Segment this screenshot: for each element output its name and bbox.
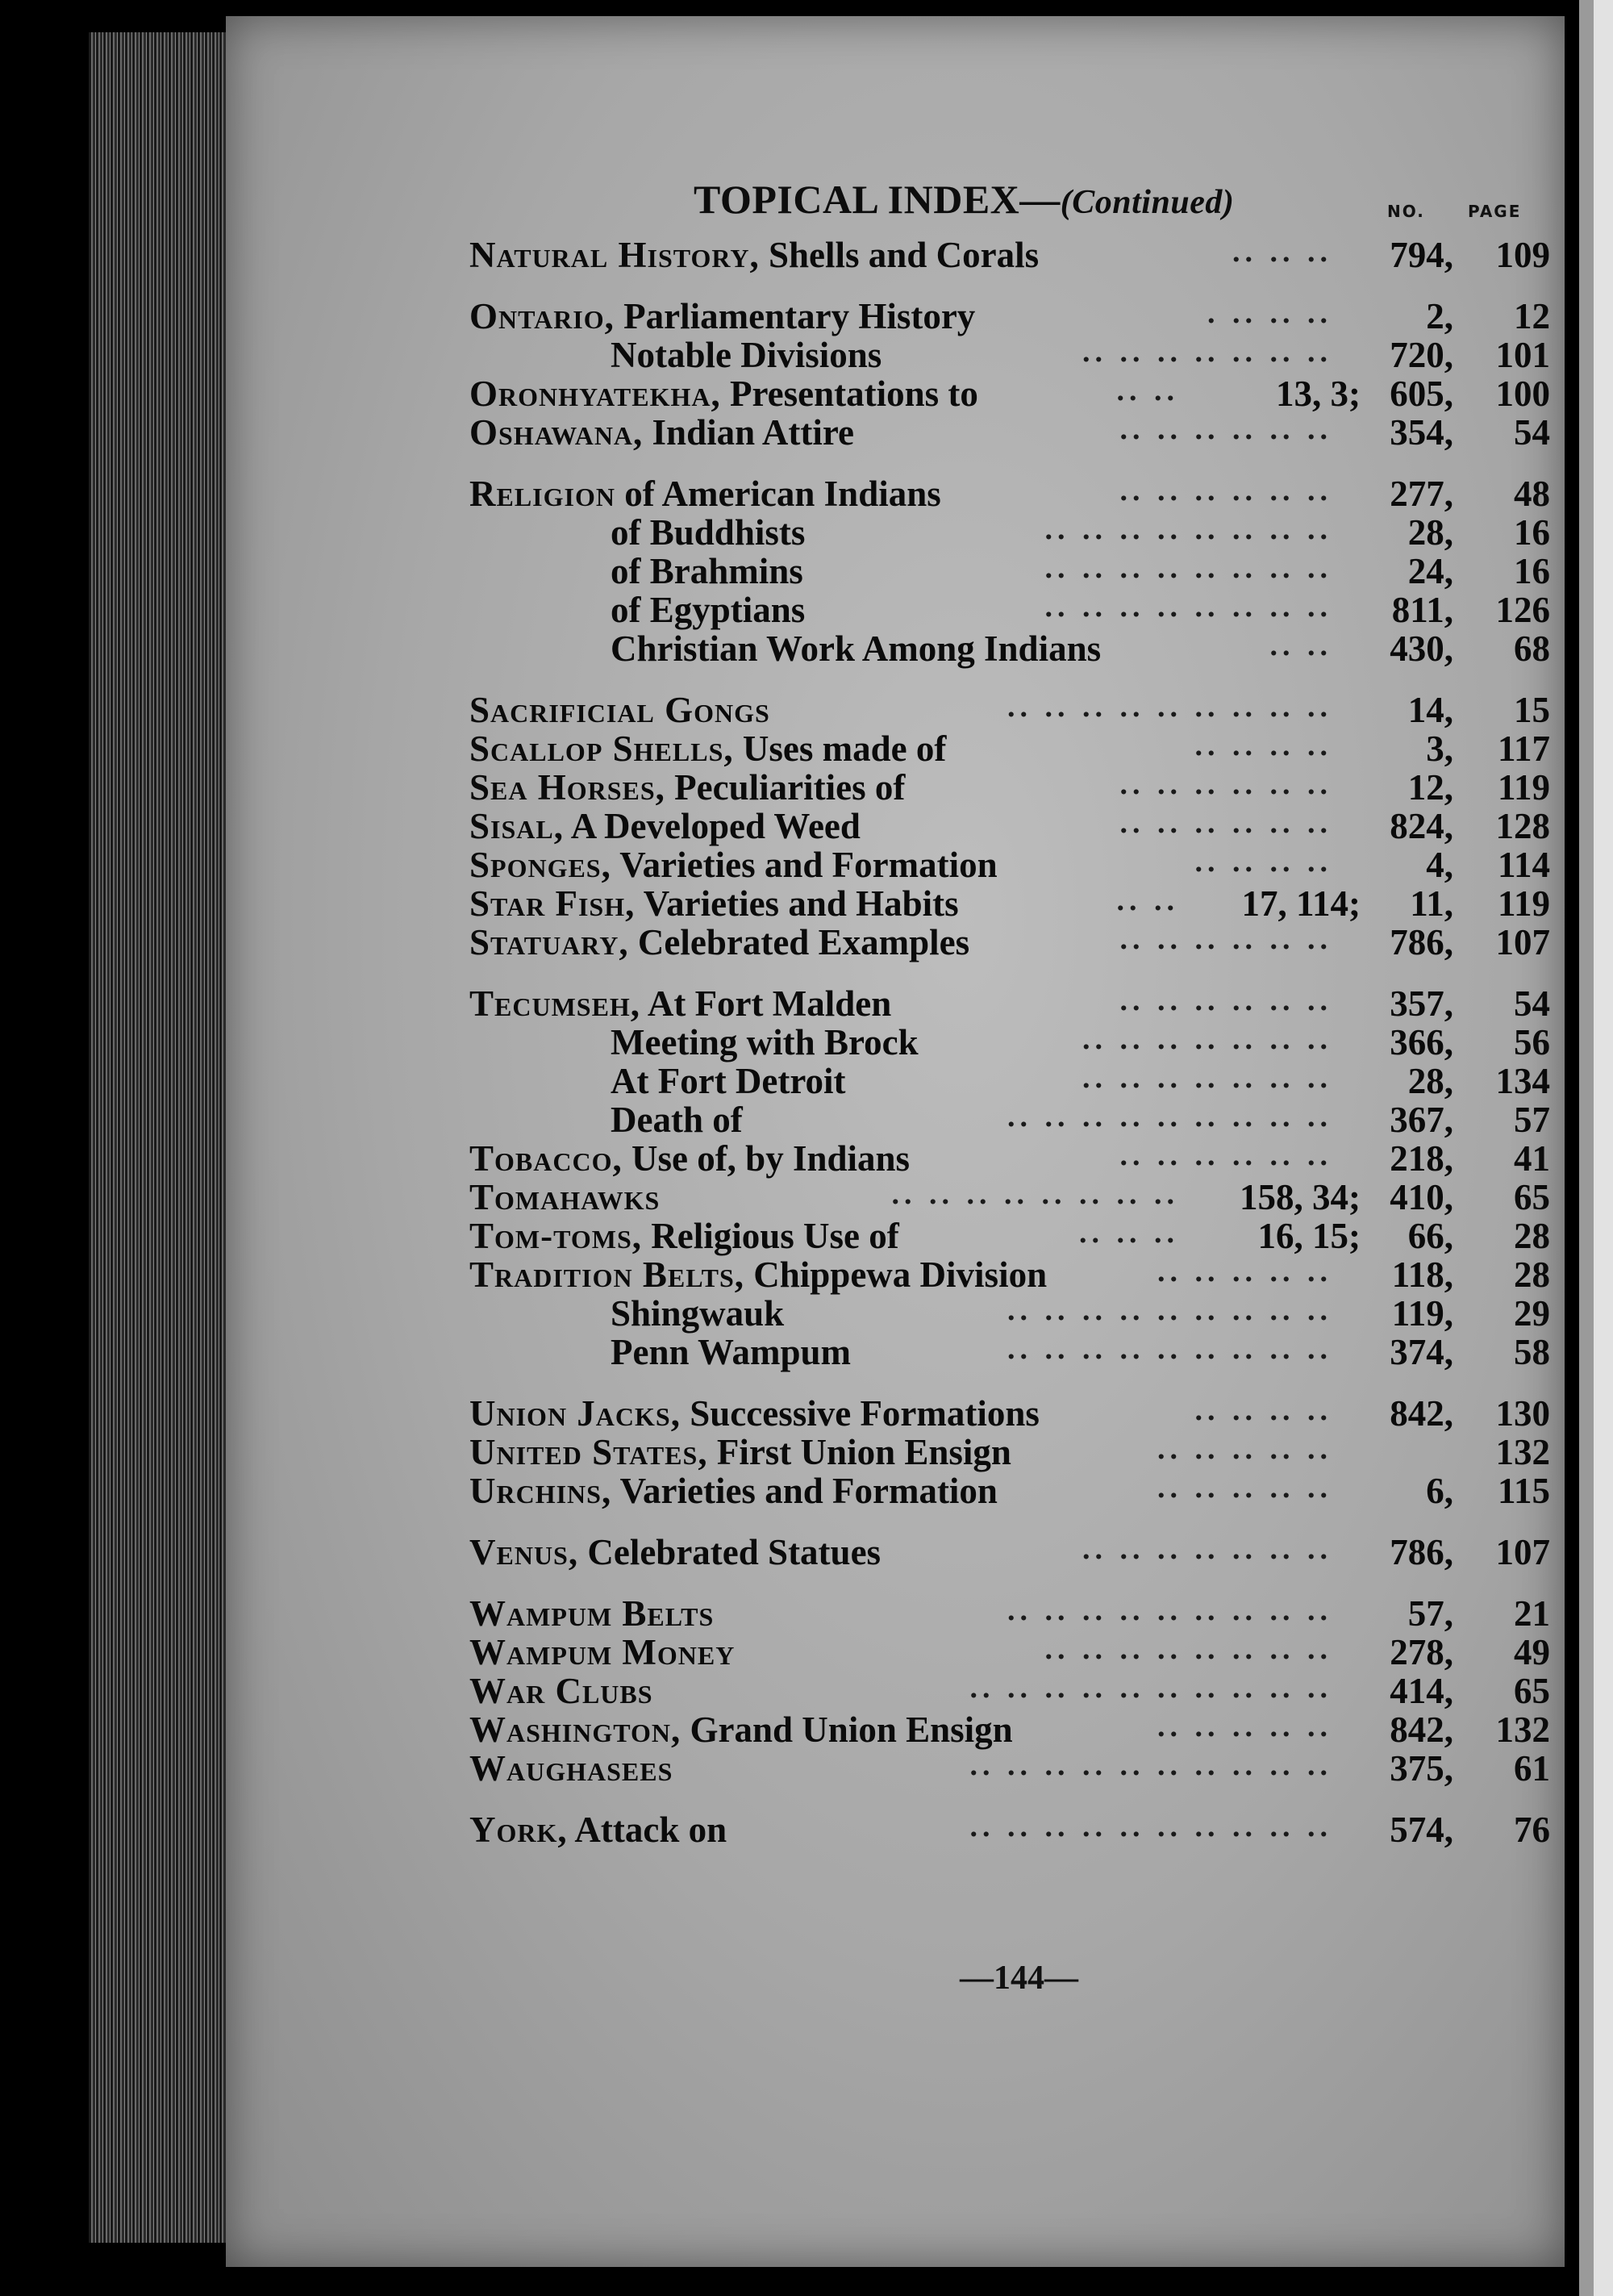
entry-page: 28 [1514, 1216, 1550, 1256]
entry-page: 132 [1495, 1432, 1550, 1472]
entry-page: 107 [1495, 922, 1550, 962]
entry-number: 367, [1390, 1100, 1453, 1140]
entry-page: 56 [1514, 1022, 1550, 1062]
entry-page: 68 [1514, 628, 1550, 669]
entry-number: 842, [1390, 1393, 1453, 1434]
entry-heading: Sponges, [469, 845, 611, 885]
entry-subject: Varieties and Formation [611, 845, 998, 885]
index-entry [469, 1431, 1550, 1470]
entry-subject: Use of, by Indians [622, 1138, 911, 1179]
entry-subject: Successive Formations [680, 1393, 1040, 1434]
entry-topic [469, 1747, 673, 1789]
entry-page: 130 [1495, 1393, 1550, 1434]
entry-heading: Natural History, [469, 235, 760, 275]
leader-dots: .. .. .. .. .. .. .. .. .. [1007, 690, 1332, 724]
entry-topic [469, 844, 998, 886]
page-title [694, 176, 1234, 223]
index-entry [469, 805, 1550, 844]
leader-dots: .. .. .. .. .. .. .. [1082, 1061, 1332, 1095]
entry-number: 3, [1426, 728, 1453, 769]
leader-dots: .. .. .. .. .. .. .. .. .. [1007, 1293, 1332, 1327]
entry-heading: Ontario, [469, 296, 615, 336]
entry-page: 16 [1514, 512, 1550, 553]
entry-page: 65 [1514, 1671, 1550, 1711]
index-entry [469, 1021, 1550, 1060]
entry-page: 29 [1514, 1293, 1550, 1334]
entry-subject: Uses made of [733, 728, 947, 769]
index-entry [469, 1215, 1550, 1254]
entry-heading: Wampum Money [469, 1632, 736, 1672]
entry-number: 430, [1390, 628, 1453, 669]
column-header-page: PAGE [1468, 202, 1522, 221]
entry-topic [469, 234, 1039, 276]
page-number: —144— [960, 1960, 1078, 1997]
entry-subject: Presentations to [720, 374, 978, 414]
entry-page: 134 [1495, 1061, 1550, 1101]
entry-topic [469, 1254, 1047, 1296]
entry-topic [611, 1060, 846, 1102]
leader-dots: .. .. .. .. .. .. .. .. .. [1007, 1100, 1332, 1133]
entry-page: 41 [1514, 1138, 1550, 1179]
entry-number: 57, [1407, 1593, 1453, 1634]
entry-topic [469, 1431, 1011, 1473]
entry-heading: War Clubs [469, 1671, 653, 1711]
index-entry [469, 1709, 1550, 1750]
entry-topic [469, 1138, 910, 1179]
entry-topic [611, 1099, 743, 1141]
entry-subject: Meeting with Brock [611, 1022, 919, 1062]
index-entry [469, 1254, 1550, 1295]
index-entry [469, 1470, 1550, 1509]
entry-heading: Oronhyatekha, [469, 374, 721, 414]
leader-dots: .. .. .. .. .. .. [1119, 922, 1332, 956]
index-entry [469, 1099, 1550, 1138]
entry-heading: Urchins, [469, 1471, 612, 1511]
leader-dots: .. .. .. .. .. [1157, 1471, 1332, 1505]
entry-subject: Celebrated Examples [628, 922, 970, 962]
entry-number: 118, [1391, 1254, 1453, 1295]
entry-number: 119, [1391, 1293, 1453, 1334]
entry-heading: Tobacco, [469, 1138, 623, 1179]
entry-page: 114 [1497, 845, 1550, 885]
leader-dots: .. .. .. .. .. [1157, 1254, 1332, 1288]
entry-topic [611, 1021, 919, 1063]
index-entry [469, 1747, 1550, 1789]
entry-heading: Star Fish, [469, 883, 636, 924]
book-page-edges [89, 32, 242, 2243]
entry-number: 375, [1390, 1748, 1453, 1789]
leader-dots: .. .. .. .. .. .. [1119, 474, 1332, 507]
index-entry [469, 728, 1550, 769]
entry-page: 132 [1495, 1709, 1550, 1750]
entry-page: 28 [1514, 1254, 1550, 1295]
index-entry [469, 1670, 1550, 1709]
entry-page: 61 [1514, 1748, 1550, 1789]
entry-heading: Sisal, [469, 806, 564, 846]
entry-number: 811, [1391, 590, 1453, 630]
entry-number: 2, [1426, 296, 1453, 336]
index-entry [469, 1593, 1550, 1634]
entry-page: 107 [1495, 1532, 1550, 1572]
entry-number: 277, [1390, 474, 1453, 514]
entry-number: 720, [1390, 335, 1453, 375]
index-entry [469, 883, 1550, 924]
entry-subject: Shingwauk [611, 1293, 785, 1334]
entry-subject: of Buddhists [611, 512, 806, 553]
entry-topic [469, 1593, 714, 1634]
entry-subject: Shells and Corals [759, 235, 1040, 275]
entry-heading: Waughasees [469, 1748, 673, 1789]
entry-page: 126 [1495, 590, 1550, 630]
entry-number: 6, [1426, 1471, 1453, 1511]
entry-page: 54 [1514, 412, 1550, 453]
entry-number: 410, [1390, 1177, 1453, 1217]
entry-page: 57 [1514, 1100, 1550, 1140]
entry-topic [469, 373, 978, 415]
leader-dots: .. .. .. .. .. .. .. .. .. .. [969, 1748, 1332, 1782]
entry-page: 15 [1514, 690, 1550, 730]
entry-number: 24, [1407, 551, 1453, 591]
entry-topic [469, 295, 975, 337]
entry-number: 605, [1390, 374, 1453, 414]
entry-page: 109 [1495, 235, 1550, 275]
entry-page: 100 [1495, 374, 1550, 414]
entry-number: 12, [1407, 767, 1453, 808]
entry-heading: Tom-toms, [469, 1216, 642, 1256]
entry-subject: Attack on [567, 1810, 727, 1850]
index-entry [469, 983, 1550, 1024]
entry-number: 842, [1390, 1709, 1453, 1750]
entry-heading: Tecumseh, [469, 983, 641, 1024]
index-entry [469, 1392, 1550, 1434]
entry-subject: Varieties and Habits [635, 883, 959, 924]
index-entry [469, 473, 1550, 514]
entry-heading: Statuary, [469, 922, 629, 962]
entry-topic [469, 411, 854, 453]
entry-number: 278, [1390, 1632, 1453, 1672]
entry-topic [469, 1392, 1040, 1434]
entry-topic [469, 1470, 998, 1512]
entry-topic [611, 1292, 784, 1334]
entry-number: 414, [1390, 1671, 1453, 1711]
leader-dots: .. .. .. .. .. .. .. .. [1044, 590, 1332, 624]
index-entry [469, 1809, 1550, 1850]
entry-subject: Chippewa Division [744, 1254, 1048, 1295]
entry-page: 16 [1514, 551, 1550, 591]
entry-page: 101 [1495, 335, 1550, 375]
entry-page: 117 [1497, 728, 1550, 769]
entry-heading: Tomahawks [469, 1177, 661, 1217]
leader-dots: .. .. .. .. .. [1157, 1709, 1332, 1743]
index-entry [469, 234, 1550, 273]
entry-heading: Oshawana, [469, 412, 644, 453]
entry-extra-refs: 13, 3; [1276, 374, 1361, 414]
entry-topic [469, 1709, 1013, 1751]
entry-subject: of Egyptians [611, 590, 806, 630]
leader-dots: .. .. .. .. .. [1157, 1432, 1332, 1466]
leader-dots: .. .. .. [1232, 235, 1332, 269]
entry-topic [469, 1531, 881, 1573]
entry-topic [469, 1809, 727, 1851]
leader-dots: .. .. .. .. .. .. [1119, 983, 1332, 1017]
entry-extra-refs: 158, 34; [1240, 1177, 1361, 1217]
entry-topic [611, 511, 805, 553]
index-entry [469, 628, 1550, 669]
entry-number: 574, [1390, 1810, 1453, 1850]
entry-number: 357, [1390, 983, 1453, 1024]
index-entry [469, 295, 1550, 334]
entry-topic [611, 550, 803, 592]
leader-dots: .. .. .. .. .. .. .. .. [891, 1177, 1179, 1211]
entry-topic [469, 766, 905, 808]
entry-topic [469, 1215, 899, 1257]
leader-dots: .. .. .. .. .. .. .. .. .. .. [969, 1671, 1332, 1705]
entry-subject: Christian Work Among Indians [611, 628, 1102, 669]
leader-dots: .. .. .. .. .. .. .. .. [1044, 1632, 1332, 1666]
leader-dots: .. .. .. .. .. .. .. .. .. [1007, 1593, 1332, 1627]
entry-heading: York, [469, 1810, 568, 1850]
entry-subject: of American Indians [615, 474, 941, 514]
index-entry [469, 589, 1550, 628]
index-entry [469, 373, 1550, 414]
entry-subject: At Fort Malden [640, 983, 892, 1024]
column-header-no: NO. [1387, 202, 1425, 221]
entry-heading: Tradition Belts, [469, 1254, 744, 1295]
leader-dots: .. .. .. .. .. .. .. .. .. .. [969, 1810, 1332, 1843]
index-entries [469, 234, 1550, 1850]
entry-number: 14, [1407, 690, 1453, 730]
entry-number: 11, [1410, 883, 1453, 924]
entry-subject: of Brahmins [611, 551, 803, 591]
entry-number: 218, [1390, 1138, 1453, 1179]
leader-dots: .. .. .. .. .. .. .. .. [1044, 512, 1332, 546]
entry-heading: Union Jacks, [469, 1393, 681, 1434]
index-entry [469, 1531, 1550, 1570]
entry-number: 374, [1390, 1332, 1453, 1372]
entry-number: 66, [1407, 1216, 1453, 1256]
entry-heading: United States, [469, 1432, 708, 1472]
entry-number: 28, [1407, 1061, 1453, 1101]
entry-topic [611, 1331, 851, 1373]
entry-topic [469, 1176, 660, 1218]
title-text: TOPICAL INDEX— [694, 177, 1061, 222]
entry-topic [469, 1631, 735, 1673]
entry-topic [469, 473, 941, 515]
entry-topic [611, 334, 882, 376]
entry-page: 119 [1497, 767, 1550, 808]
entry-number: 354, [1390, 412, 1453, 453]
index-entry [469, 1631, 1550, 1670]
entry-number: 28, [1407, 512, 1453, 553]
entry-subject: Celebrated Statues [578, 1532, 882, 1572]
entry-subject: Parliamentary History [614, 296, 976, 336]
index-entry [469, 921, 1550, 960]
entry-page: 115 [1497, 1471, 1550, 1511]
entry-number: 786, [1390, 1532, 1453, 1572]
leader-dots: .. .. .. .. .. .. .. .. .. [1007, 1332, 1332, 1366]
entry-extra-refs: 17, 114; [1241, 883, 1361, 924]
leader-dots: .. .. .. [1079, 1216, 1179, 1250]
index-entry [469, 1138, 1550, 1179]
index-entry [469, 689, 1550, 728]
index-entry [469, 1292, 1550, 1334]
entry-subject: At Fort Detroit [611, 1061, 846, 1101]
index-entry [469, 550, 1550, 589]
entry-subject: Varieties and Formation [611, 1471, 998, 1511]
entry-heading: Sea Horses, [469, 767, 665, 808]
index-entry [469, 1331, 1550, 1370]
index-entry [469, 1060, 1550, 1099]
entry-page: 12 [1514, 296, 1550, 336]
entry-page: 58 [1514, 1332, 1550, 1372]
entry-number: 366, [1390, 1022, 1453, 1062]
entry-topic [469, 728, 946, 770]
leader-dots: .. .. .. .. .. .. .. [1082, 335, 1332, 369]
entry-subject: Notable Divisions [611, 335, 882, 375]
entry-number: 4, [1426, 845, 1453, 885]
entry-page: 65 [1514, 1177, 1550, 1217]
entry-topic [469, 921, 969, 963]
scan-border-strip [1565, 0, 1613, 2296]
index-entry [469, 844, 1550, 883]
entry-subject: A Developed Weed [563, 806, 861, 846]
leader-dots: .. .. .. .. .. .. [1119, 767, 1332, 801]
entry-subject: First Union Ensign [707, 1432, 1011, 1472]
entry-page: 49 [1514, 1632, 1550, 1672]
entry-page: 128 [1495, 806, 1550, 846]
entry-subject: Peculiarities of [665, 767, 906, 808]
entry-heading: Washington, [469, 1709, 681, 1750]
entry-subject: Grand Union Ensign [681, 1709, 1013, 1750]
entry-number: 824, [1390, 806, 1453, 846]
entry-heading: Venus, [469, 1532, 579, 1572]
entry-page: 48 [1514, 474, 1550, 514]
leader-dots: .. .. .. .. .. .. .. [1082, 1532, 1332, 1566]
entry-topic [611, 628, 1101, 670]
entry-subject: Death of [611, 1100, 743, 1140]
title-continued: (Continued) [1060, 184, 1235, 221]
entry-topic [469, 805, 861, 847]
entry-subject: Penn Wampum [611, 1332, 851, 1372]
leader-dots: .. .. [1116, 374, 1179, 407]
leader-dots: .. .. [1116, 883, 1179, 917]
leader-dots: .. .. [1269, 628, 1332, 662]
index-entry [469, 1176, 1550, 1215]
leader-dots: .. .. .. .. .. .. [1119, 1138, 1332, 1172]
leader-dots: .. .. .. .. [1194, 845, 1332, 879]
entry-heading: Wampum Belts [469, 1593, 715, 1634]
leader-dots: .. .. .. .. .. .. .. .. [1044, 551, 1332, 585]
entry-page: 76 [1514, 1810, 1550, 1850]
entry-heading: Scallop Shells, [469, 728, 734, 769]
entry-page: 54 [1514, 983, 1550, 1024]
index-entry [469, 334, 1550, 373]
entry-extra-refs: 16, 15; [1257, 1216, 1361, 1256]
leader-dots: . .. .. .. [1207, 296, 1332, 330]
entry-topic [469, 1670, 653, 1712]
index-entry [469, 766, 1550, 808]
entry-heading: Sacrificial Gongs [469, 690, 770, 730]
entry-topic [611, 589, 805, 631]
leader-dots: .. .. .. .. [1194, 1393, 1332, 1427]
entry-page: 21 [1514, 1593, 1550, 1634]
entry-subject: Indian Attire [643, 412, 855, 453]
entry-number: 786, [1390, 922, 1453, 962]
index-entry [469, 511, 1550, 553]
leader-dots: .. .. .. .. .. .. .. [1082, 1022, 1332, 1056]
leader-dots: .. .. .. .. [1194, 728, 1332, 762]
leader-dots: .. .. .. .. .. .. [1119, 412, 1332, 446]
entry-heading: Religion [469, 474, 615, 514]
entry-topic [469, 883, 959, 925]
entry-subject: Religious Use of [642, 1216, 899, 1256]
leader-dots: .. .. .. .. .. .. [1119, 806, 1332, 840]
entry-number: 794, [1390, 235, 1453, 275]
entry-topic [469, 983, 891, 1025]
index-entry [469, 411, 1550, 453]
entry-page: 119 [1497, 883, 1550, 924]
entry-topic [469, 689, 770, 731]
